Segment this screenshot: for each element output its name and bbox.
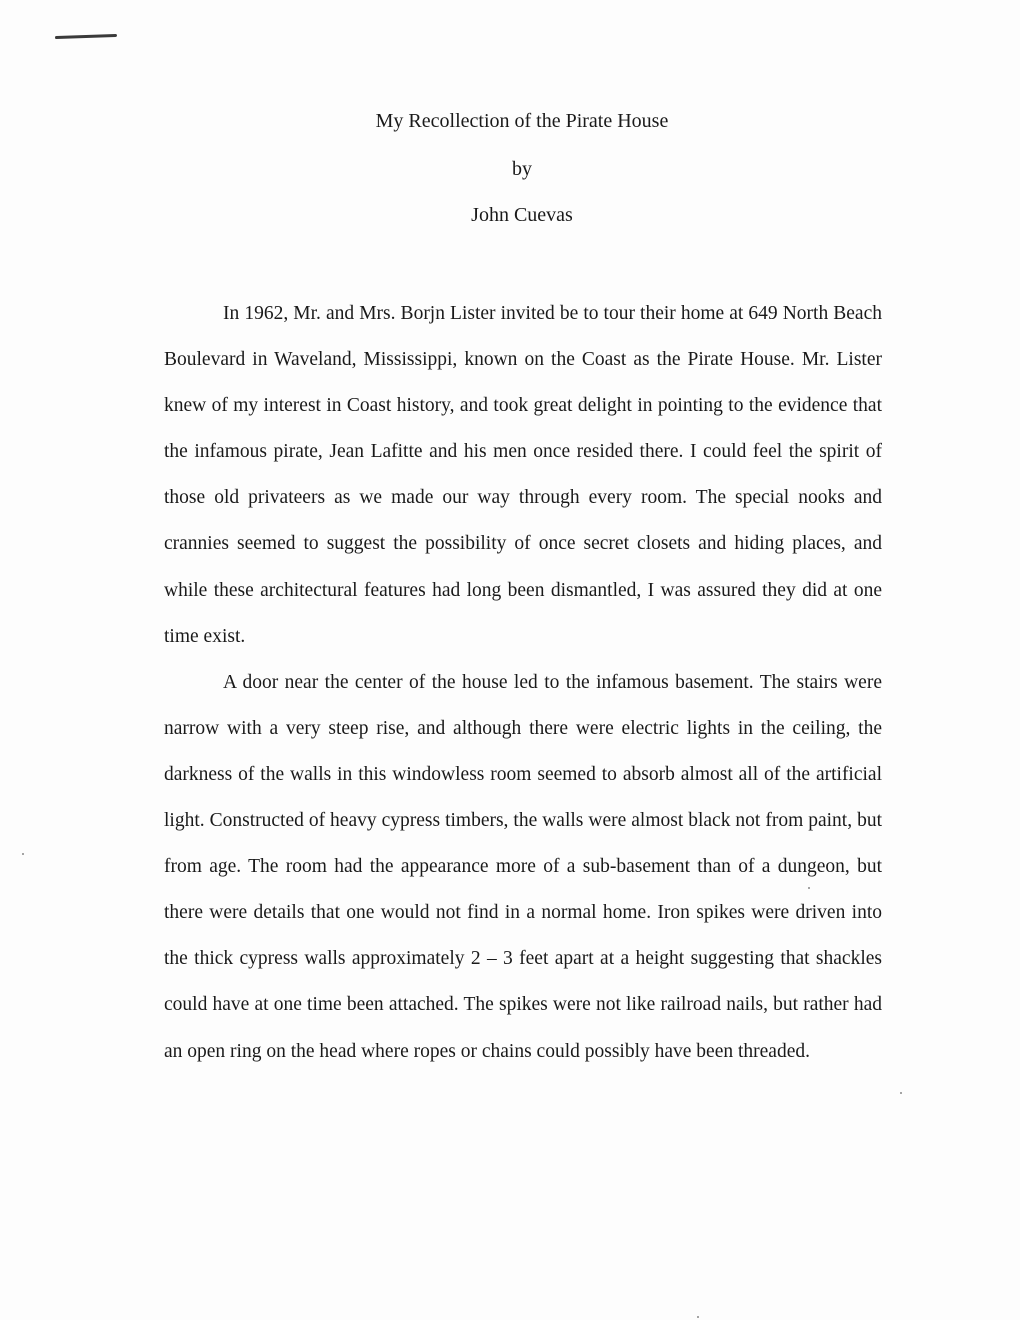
- scan-speck: [900, 1092, 902, 1094]
- paragraph-1: In 1962, Mr. and Mrs. Borjn Lister invited be to tour their home at 649 North Beach Boulevard in Waveland, Mississippi, known on the Coast as the Pirate House. Mr. Lister knew of my interest in Coast history, and took great delight in pointing to the evidence that the infamous pirate, Jean Lafitte and his men once resided there. I could feel the spirit of those old privateers as we made our way through every room. The special nooks and crannies seemed to suggest the possibility of once secret closets and hiding places, and while these architectural features had long been dismantled, I was assured they did at one time exist.: [164, 303, 882, 647]
- document-byline: by: [512, 158, 532, 180]
- scan-speck: [22, 853, 24, 855]
- document-title: My Recollection of the Pirate House: [375, 110, 669, 132]
- paragraph-2: A door near the center of the house led to the infamous basement. The stairs were narrow with a very steep rise, and although there were electric lights in the ceiling, the darkness of the walls in this windowless room seemed to absorb almost all of the artificial light. Constructed of heavy cypress timbers, the walls were almost black not from paint, but from age. The room had the appearance more of a sub-basement than of a dungeon, but there were details that one would not find in a normal home. Iron spikes were driven into the thick cypress walls approximately 2 – 3 feet apart at a height suggesting that shackles could have at one time been attached. The spikes were not like railroad nails, but rather had an open ring on the head where ropes or chains could possibly have been threaded.: [164, 671, 882, 1062]
- scan-mark: [55, 34, 117, 39]
- document-author: John Cuevas: [471, 204, 573, 226]
- document-body: [164, 291, 882, 1075]
- scan-speck: [697, 1316, 699, 1318]
